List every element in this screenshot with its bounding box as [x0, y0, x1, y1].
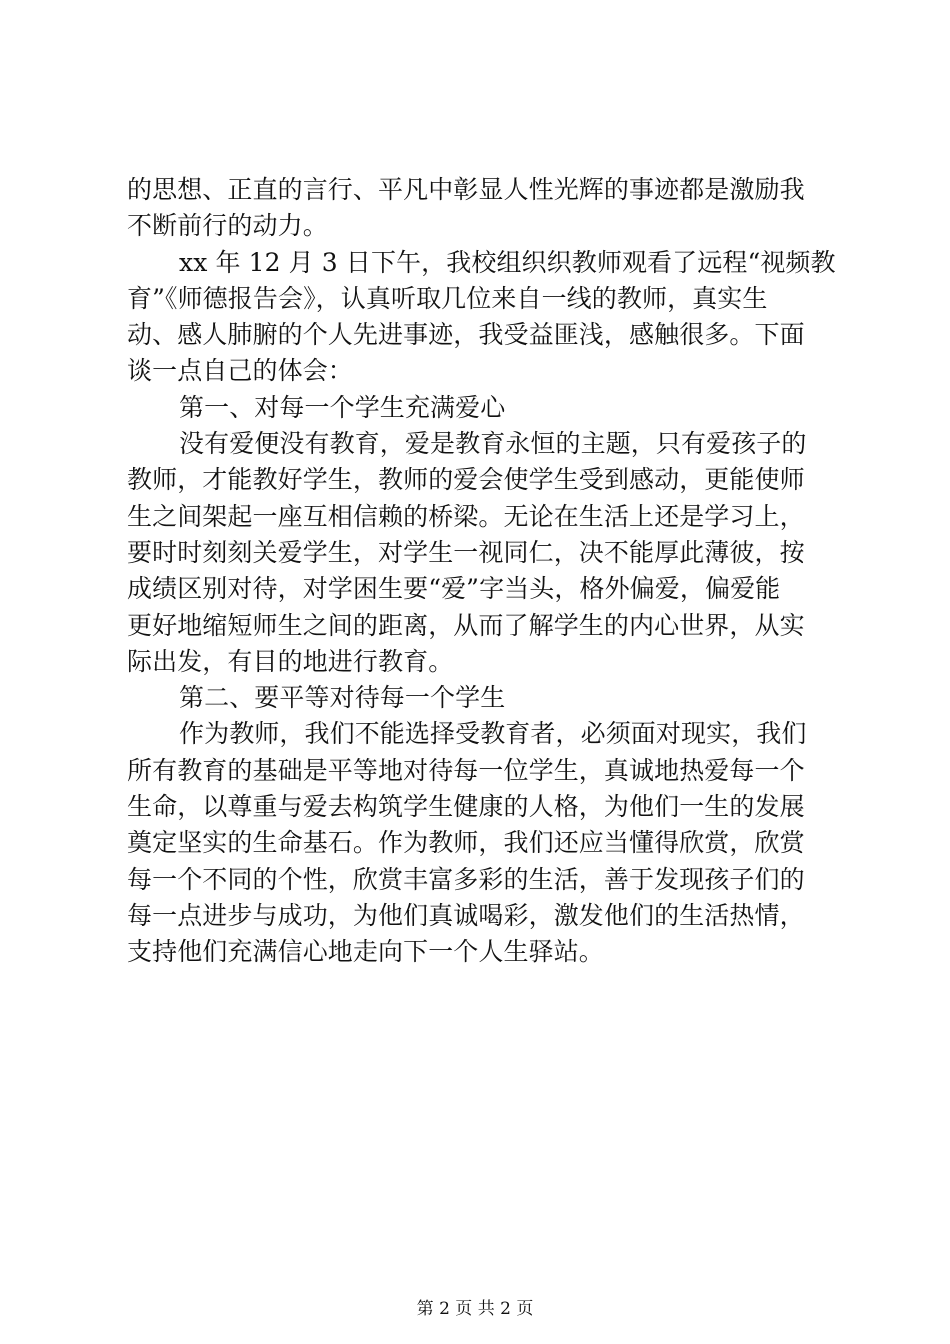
paragraph-start-line: 作为教师，我们不能选择受教育者，必须面对现实，我们 — [179, 719, 807, 749]
text-line: 奠定坚实的生命基石。作为教师，我们还应当懂得欣赏，欣赏 — [127, 828, 805, 858]
page-number-footer: 第 2 页 共 2 页 — [416, 1299, 534, 1319]
text-line: 育”《师德报告会》，认真听取几位来自一线的教师，真实生 — [127, 283, 768, 313]
text-line: 谈一点自己的体会： — [127, 356, 353, 386]
text-line: 教师，才能教好学生，教师的爱会使学生受到感动，更能使师 — [127, 465, 805, 495]
text-line: 每一点进步与成功，为他们真诚喝彩，激发他们的生活热情， — [127, 900, 805, 930]
section-heading-1: 第一、对每一个学生充满爱心 — [179, 392, 506, 422]
paragraph-start-line: xx 年 12 月 3 日下午，我校组织织教师观看了远程“视频教 — [179, 247, 836, 277]
text-line: 际出发，有目的地进行教育。 — [127, 646, 454, 676]
text-line: 成绩区别对待，对学困生要“爱”字当头，格外偏爱，偏爱能 — [127, 574, 781, 604]
text-line: 生之间架起一座互相信赖的桥梁。无论在生活上还是学习上， — [127, 501, 805, 531]
text-line: 的思想、正直的言行、平凡中彰显人性光辉的事迹都是激励我 — [127, 175, 805, 204]
text-line: 更好地缩短师生之间的距离，从而了解学生的内心世界，从实 — [127, 610, 805, 640]
text-line: 不断前行的动力。 — [127, 211, 328, 241]
text-line: 生命，以尊重与爱去构筑学生健康的人格，为他们一生的发展 — [127, 792, 805, 822]
text-line: 每一个不同的个性，欣赏丰富多彩的生活，善于发现孩子们的 — [127, 864, 805, 894]
text-line: 支持他们充满信心地走向下一个人生驿站。 — [127, 937, 604, 967]
text-line: 动、感人肺腑的个人先进事迹，我受益匪浅，感触很多。下面 — [127, 320, 805, 350]
text-line: 要时时刻刻关爱学生，对学生一视同仁，决不能厚此薄彼，按 — [127, 537, 805, 567]
paragraph-start-line: 没有爱便没有教育，爱是教育永恒的主题，只有爱孩子的 — [179, 429, 807, 459]
section-heading-2: 第二、要平等对待每一个学生 — [179, 683, 506, 713]
text-line: 所有教育的基础是平等地对待每一位学生，真诚地热爱每一个 — [127, 755, 805, 785]
document-body — [127, 172, 836, 971]
